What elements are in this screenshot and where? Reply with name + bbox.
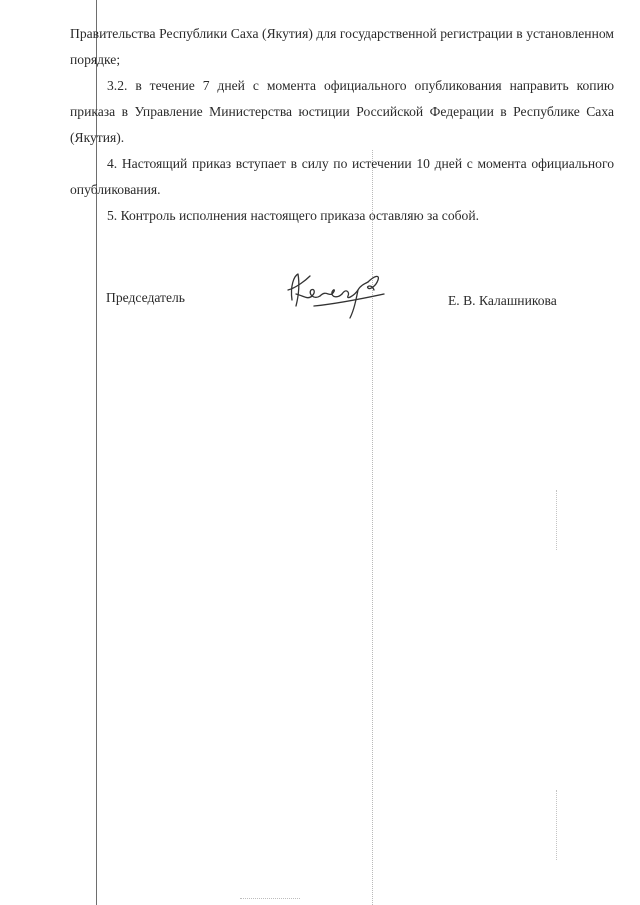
scan-artifact-dots: [556, 790, 557, 860]
paragraph-4: 4. Настоящий приказ вступает в силу по истечении 10 дней с момента официального опубликования.: [70, 156, 614, 197]
scan-artifact-dots: [556, 490, 557, 550]
signatory-role: Председатель: [106, 290, 185, 305]
handwritten-signature: [284, 266, 394, 322]
scan-artifact-dots: [240, 898, 300, 899]
signatory-name: Е. В. Калашникова: [448, 293, 557, 308]
paragraph-continuation: Правительства Республики Саха (Якутия) для государственной регистрации в установленном порядке;: [70, 26, 614, 67]
paragraph-5: 5. Контроль исполнения настоящего приказа оставляю за собой.: [107, 208, 480, 223]
paragraph-3-2: 3.2. в течение 7 дней с момента официального опубликования направить копию приказа в Управление Министерства юстиции Российской Федерации в Республике Саха (Якутия).: [70, 78, 614, 145]
scan-fold-line: [372, 150, 373, 905]
